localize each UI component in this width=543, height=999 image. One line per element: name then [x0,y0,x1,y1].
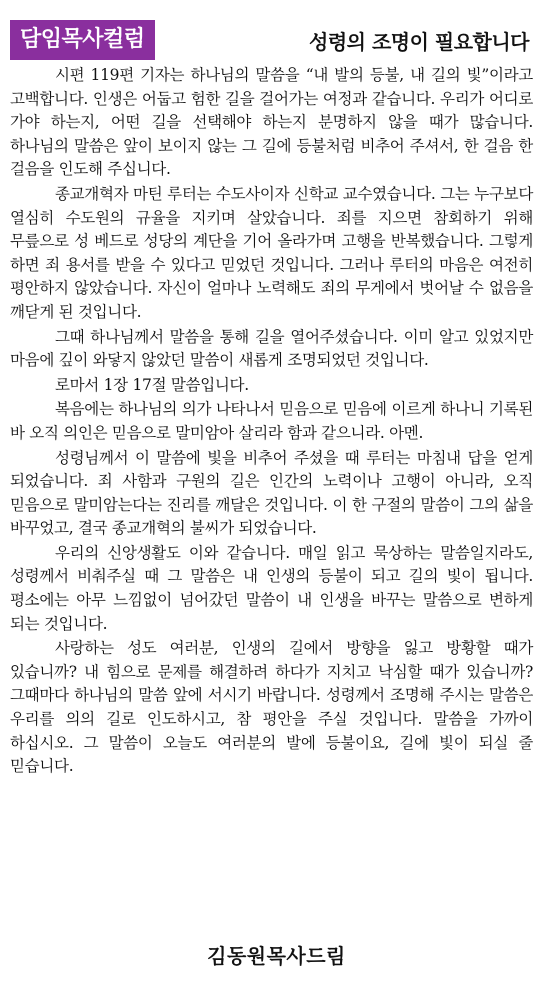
paragraph-luther-answer: 성령님께서 이 말씀에 빛을 비추어 주셨을 때 루터는 마침내 답을 얻게 되었습니다. 죄 사함과 구원의 길은 인간의 노력이나 고행이 아니라, 오직 믿음으로 말미암는다는 진리를 깨달은 것입니다. 이 한 구절의 말씀이 그의 삶을 바꾸었고, 결국 종교개혁의 불씨가 되었습니다. [10,448,533,538]
column-category-badge: 담임목사컬럼 [10,20,155,60]
column-header [0,0,543,64]
column-signature: 김동원목사드림 [207,944,346,968]
paragraph-exhortation: 사랑하는 성도 여러분, 인생의 길에서 방향을 잃고 방황할 때가 있습니까? 내 힘으로 문제를 해결하려 하다가 지치고 낙심할 때가 있습니까? 그때마다 하나님의 말씀 앞에 서시기 바랍니다. 성령께서 조명해 주시는 말씀은 우리를 의의 길로 인도하시고, 참 평안을 주실 것입니다. 말씀을 가까이 하십시오. 그 말씀이 오늘도 여러분의 발에 등불이요, 길에 빛이 되실 줄 믿습니다. [10,639,533,776]
paragraph-word-illuminated: 그때 하나님께서 말씀을 통해 길을 열어주셨습니다. 이미 알고 있었지만 마음에 깊이 와닿지 않았던 말씀이 새롭게 조명되었던 것입니다. [10,327,533,370]
paragraph-faith-life: 우리의 신앙생활도 이와 같습니다. 매일 읽고 묵상하는 말씀일지라도, 성령께서 비춰주실 때 그 말씀은 내 인생의 등불이 되고 길의 빛이 됩니다. 평소에는 아무 느낌없이 넘어갔던 말씀이 내 인생을 바꾸는 말씀으로 변하게 되는 것입니다. [10,543,533,633]
column-body [10,64,533,780]
paragraph-psalm-119: 시편 119편 기자는 하나님의 말씀을 “내 발의 등불, 내 길의 빛”이라고 고백합니다. 인생은 어둡고 험한 길을 걸어가는 여정과 같습니다. 우리가 어디로 가야 하는지, 어떤 길을 선택해야 하는지 분명하지 않을 때가 많습니다. 하나님의 말씀은 앞이 보이지 않는 그 길에 등불처럼 비추어 주셔서, 한 걸음 한 걸음을 인도해 주십니다. [10,66,533,179]
paragraph-romans-reference: 로마서 1장 17절 말씀입니다. [54,375,249,394]
paragraph-martin-luther: 종교개혁자 마틴 루터는 수도사이자 신학교 교수였습니다. 그는 누구보다 열심히 수도원의 규율을 지키며 살았습니다. 죄를 지으면 참회하기 위해 무릎으로 성 베드로 성당의 계단을 기어 올라가며 고행을 반복했습니다. 그렇게 하면 죄 용서를 받을 수 있다고 믿었던 것입니다. 그러나 루터의 마음은 여전히 평안하지 않았습니다. 자신이 얼마나 노력해도 죄의 무게에서 벗어날 수 없음을 깨닫게 된 것입니다. [10,184,533,321]
column-title: 성령의 조명이 필요합니다 [309,30,529,54]
paragraph-romans-verse: 복음에는 하나님의 의가 나타나서 믿음으로 믿음에 이르게 하나니 기록된 바 오직 의인은 믿음으로 말미암아 살리라 함과 같으니라. 아멘. [10,400,533,442]
